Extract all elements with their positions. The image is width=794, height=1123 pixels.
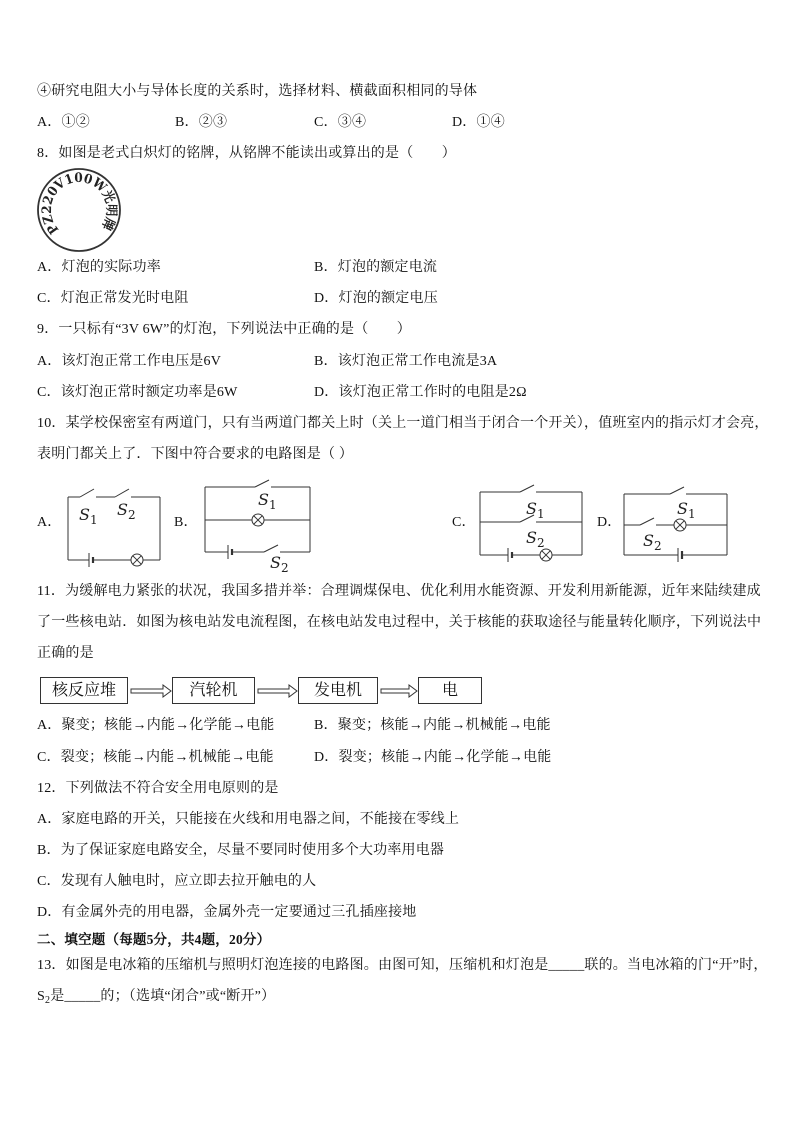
lamp-nameplate-figure — [35, 166, 123, 254]
flow-arrow-icon — [130, 683, 172, 699]
q12-option-b: B．为了保证家庭电路安全，尽量不要同时使用多个大功率用电器 — [37, 843, 445, 858]
circuit-diagram-d — [618, 484, 733, 566]
flow-arrow-icon — [380, 683, 418, 699]
switch-s1-label: S1 — [677, 499, 696, 521]
q9-option-d: D．该灯泡正常工作时的电阻是2Ω — [314, 385, 527, 400]
q8-option-d: D．灯泡的额定电压 — [314, 291, 438, 306]
q9-option-a: A．该灯泡正常工作电压是6V — [37, 354, 222, 369]
q13-switch-var: S — [37, 989, 45, 1004]
switch-s1-label: S1 — [526, 499, 545, 521]
q10-option-c-letter: C． — [452, 515, 476, 530]
q10-option-b-letter: B． — [174, 515, 198, 530]
q7-option-d: D．①④ — [452, 115, 505, 130]
q10-stem-line1: 10．某学校保密室有两道门，只有当两道门都关上时（关上一道门相当于闭合一个开关），值班室内的指示灯才会亮， — [37, 416, 769, 431]
q7-statement-4: ④研究电阻大小与导体长度的关系时，选择材料、横截面积相同的导体 — [37, 84, 478, 99]
q11-stem-line2: 了一些核电站．如图为核电站发电流程图，在核电站发电过程中，关于核能的获取途径与能量转化顺序，下列说法中 — [37, 615, 762, 630]
switch-s2-symbol — [640, 518, 654, 525]
switch-s1-symbol — [670, 487, 684, 494]
switch-s1-label: S1 — [79, 505, 98, 527]
switch-s2-label: S2 — [270, 553, 289, 575]
q13-line1: 13．如图是电冰箱的压缩机与照明灯泡连接的电路图。由图可知，压缩机和灯泡是_____联的。当电冰箱的门“开”时， — [37, 958, 768, 973]
switch-s2-label: S2 — [526, 528, 545, 550]
q11-option-d: D．裂变；核能→内能→化学能→电能 — [314, 750, 552, 765]
q7-option-a: A．①② — [37, 115, 90, 130]
flow-box-generator: 发电机 — [298, 677, 378, 704]
q13-line2 — [37, 987, 275, 1011]
flow-box-reactor: 核反应堆 — [40, 677, 128, 704]
q11-option-b: B．聚变；核能→内能→机械能→电能 — [314, 718, 551, 733]
switch-s2-label: S2 — [643, 531, 662, 553]
q11-stem-line1: 11．为缓解电力紧张的状况，我国多措并举：合理调煤保电、优化利用水能资源、开发利用新能源，近年来陆续建成 — [37, 584, 761, 599]
section-heading-fill-in: 二、填空题（每题5分，共4题，20分） — [37, 932, 271, 947]
q13-switch-sub: 2 — [45, 995, 51, 1006]
switch-s1-symbol — [80, 489, 94, 497]
q10-stem-line2: 表明门都关上了．下图中符合要求的电路图是（ ） — [37, 447, 354, 462]
circuit-diagram-a — [62, 482, 166, 568]
q13-line2-rest: 是_____的；（选填“闭合”或“断开”） — [50, 989, 276, 1004]
q12-option-d: D．有金属外壳的用电器，金属外壳一定要通过三孔插座接地 — [37, 905, 417, 920]
switch-s2-label: S2 — [117, 500, 136, 522]
q11-option-a: A．聚变；核能→内能→化学能→电能 — [37, 718, 275, 733]
q12-option-c: C．发现有人触电时，应立即去拉开触电的人 — [37, 874, 317, 889]
q7-option-c: C．③④ — [314, 115, 367, 130]
q9-stem: 9．一只标有“3V 6W”的灯泡，下列说法中正确的是（ ） — [37, 322, 411, 337]
q11-stem-line3: 正确的是 — [37, 646, 94, 661]
q8-option-a: A．灯泡的实际功率 — [37, 260, 161, 275]
switch-s1-label: S1 — [258, 490, 277, 512]
circuit-diagram-c — [475, 482, 587, 570]
circuit-diagram-b — [200, 478, 316, 574]
flow-arrow-icon — [257, 683, 298, 699]
q10-option-a-letter: A． — [37, 515, 62, 530]
switch-s2-symbol — [264, 545, 278, 552]
q9-option-c: C．该灯泡正常时额定功率是6W — [37, 385, 238, 400]
q8-stem: 8．如图是老式白炽灯的铭牌，从铭牌不能读出或算出的是（ ） — [37, 146, 456, 161]
q8-option-b: B．灯泡的额定电流 — [314, 260, 438, 275]
flow-box-turbine: 汽轮机 — [172, 677, 255, 704]
q7-option-b: B．②③ — [175, 115, 228, 130]
switch-s2-symbol — [115, 489, 129, 497]
flow-box-electricity: 电 — [418, 677, 482, 704]
switch-s1-symbol — [255, 480, 269, 487]
nameplate-text: PZ220V100W光明牌 — [39, 170, 119, 237]
switch-s1-symbol — [520, 485, 534, 492]
q12-option-a: A．家庭电路的开关，只能接在火线和用电器之间，不能接在零线上 — [37, 812, 460, 827]
q11-option-c: C．裂变；核能→内能→机械能→电能 — [37, 750, 274, 765]
q8-option-c: C．灯泡正常发光时电阻 — [37, 291, 189, 306]
q12-stem: 12．下列做法不符合安全用电原则的是 — [37, 781, 279, 796]
q9-option-b: B．该灯泡正常工作电流是3A — [314, 354, 498, 369]
q10-option-d-letter: D． — [597, 515, 622, 530]
